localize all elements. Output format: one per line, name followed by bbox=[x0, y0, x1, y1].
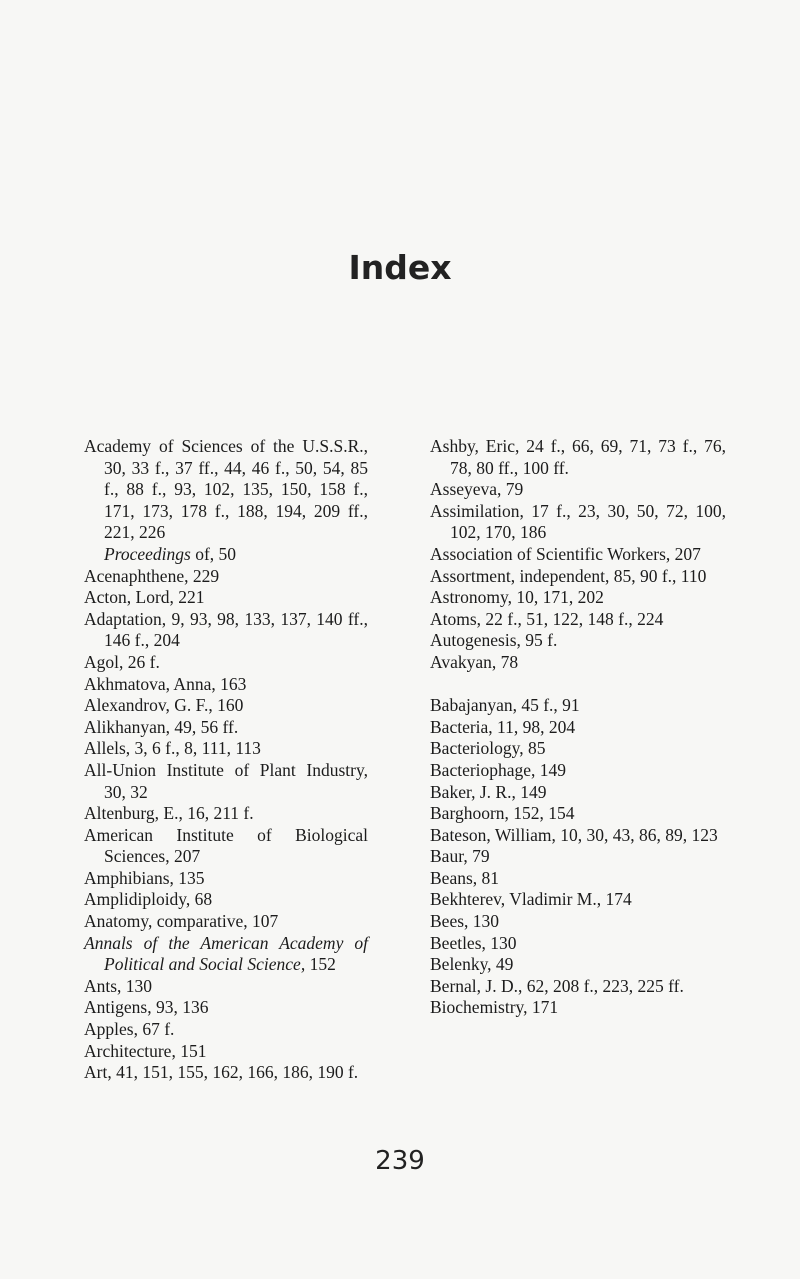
index-entry: Bekhterev, Vladimir M., 174 bbox=[430, 889, 632, 910]
index-entry: Ashby, Eric, 24 f., 66, 69, 71, 73 f., 76, 78, 80 ff., 100 ff. bbox=[430, 436, 726, 478]
index-entry: Allels, 3, 6 f., 8, 111, 113 bbox=[84, 738, 261, 759]
letter-group-gap bbox=[430, 674, 726, 696]
index-entry: Assortment, independent, 85, 90 f., 110 bbox=[430, 565, 707, 586]
index-entry: Agol, 26 f. bbox=[84, 651, 160, 672]
index-entry: Amphibians, 135 bbox=[84, 867, 205, 888]
index-entry: Baur, 79 bbox=[430, 846, 490, 867]
index-entry: Altenburg, E., 16, 211 f. bbox=[84, 803, 254, 824]
index-entry: Association of Scientific Workers, 207 bbox=[430, 543, 701, 564]
index-column-left bbox=[84, 436, 368, 1084]
index-entry: Acenaphthene, 229 bbox=[84, 565, 220, 586]
index-entry: All-Union Institute of Plant Industry, 30, 32 bbox=[84, 759, 368, 802]
index-entry: Bacteriophage, 149 bbox=[430, 759, 567, 780]
index-entry: Amplidiploidy, 68 bbox=[84, 889, 213, 910]
index-entry: Acton, Lord, 221 bbox=[84, 587, 205, 608]
index-entry: Adaptation, 9, 93, 98, 133, 137, 140 ff., 146 f., 204 bbox=[84, 608, 368, 651]
index-entry: Assimilation, 17 f., 23, 30, 50, 72, 100, 102, 170, 186 bbox=[430, 500, 726, 543]
index-subentry: Proceedings of, 50 bbox=[104, 543, 237, 564]
index-entry: Baker, J. R., 149 bbox=[430, 781, 547, 802]
index-entry: Bacteriology, 85 bbox=[430, 738, 546, 759]
index-entry: Bernal, J. D., 62, 208 f., 223, 225 ff. bbox=[430, 975, 684, 996]
page-title: Index bbox=[348, 248, 452, 287]
index-entry: Biochemistry, 171 bbox=[430, 997, 559, 1018]
index-entry: Bateson, William, 10, 30, 43, 86, 89, 123 bbox=[430, 824, 718, 845]
index-entry: Babajanyan, 45 f., 91 bbox=[430, 695, 580, 716]
index-entry: Bacteria, 11, 98, 204 bbox=[430, 716, 576, 737]
index-entry: Antigens, 93, 136 bbox=[84, 997, 209, 1018]
index-entry: Astronomy, 10, 171, 202 bbox=[430, 587, 604, 608]
index-entry: Alexandrov, G. F., 160 bbox=[84, 695, 244, 716]
index-entry: Barghoorn, 152, 154 bbox=[430, 803, 575, 824]
index-entry: Academy of Sciences of the U.S.S.R., 30, 33 f., 37 ff., 44, 46 f., 50, 54, 85 f., 88 f., 93, 102, 135, 150, 158 f., 171, 173, 178 f., 188, 194, 209 ff., 221, 226 bbox=[84, 436, 368, 543]
index-entry: Alikhanyan, 49, 56 ff. bbox=[84, 716, 239, 737]
index-entry: Bees, 130 bbox=[430, 911, 500, 932]
index-entry: Avakyan, 78 bbox=[430, 651, 519, 672]
index-entry: American Institute of Biological Sciences, 207 bbox=[84, 824, 368, 867]
index-entry: Asseyeva, 79 bbox=[430, 479, 524, 500]
index-column-right bbox=[430, 436, 726, 1019]
index-entry: Autogenesis, 95 f. bbox=[430, 630, 558, 651]
index-entry: Beans, 81 bbox=[430, 867, 500, 888]
index-entry: Atoms, 22 f., 51, 122, 148 f., 224 bbox=[430, 608, 664, 629]
index-entry: Akhmatova, Anna, 163 bbox=[84, 673, 247, 694]
page-number: 239 bbox=[375, 1146, 425, 1176]
index-entry: Annals of the American Academy of Political and Social Science, 152 bbox=[84, 932, 368, 975]
index-entry: Apples, 67 f. bbox=[84, 1019, 175, 1040]
index-entry: Anatomy, comparative, 107 bbox=[84, 911, 279, 932]
index-entry: Beetles, 130 bbox=[430, 932, 517, 953]
index-entry: Belenky, 49 bbox=[430, 954, 514, 975]
index-entry: Ants, 130 bbox=[84, 975, 153, 996]
index-entry: Art, 41, 151, 155, 162, 166, 186, 190 f. bbox=[84, 1062, 359, 1083]
index-entry: Architecture, 151 bbox=[84, 1040, 207, 1061]
